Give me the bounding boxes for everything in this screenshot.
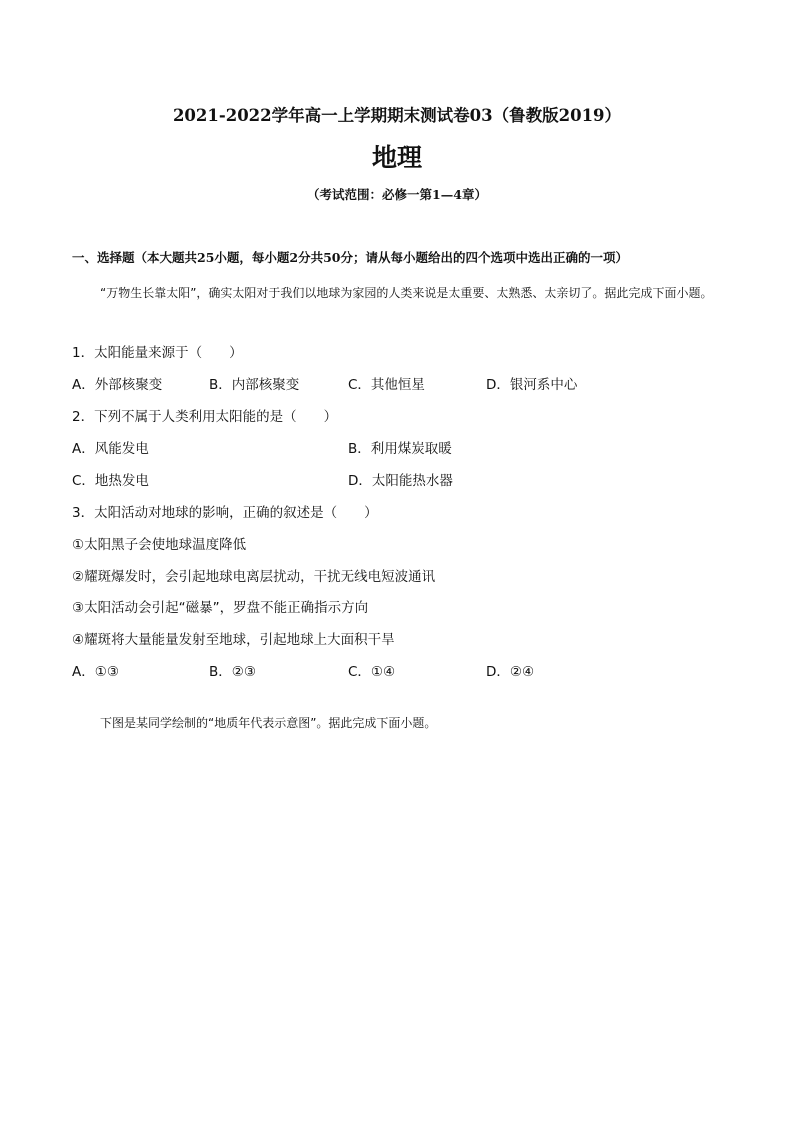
subject-title: 地理 — [371, 143, 422, 172]
question-2-option-d: D．太阳能热水器 — [348, 473, 453, 489]
exam-scope: （考试范围：必修一第1—4章） — [307, 187, 487, 202]
question-3-statement-3: ③太阳活动会引起“磁暴”，罗盘不能正确指示方向 — [72, 600, 369, 616]
question-3-option-b: B．②③ — [209, 664, 256, 680]
question-2-option-c: C．地热发电 — [72, 473, 149, 489]
question-3-statement-2: ②耀斑爆发时，会引起地球电离层扰动，干扰无线电短波通讯 — [72, 569, 436, 585]
question-3-stem: 3．太阳活动对地球的影响，正确的叙述是（ ） — [72, 505, 378, 521]
question-2-stem: 2．下列不属于人类利用太阳能的是（ ） — [72, 409, 338, 425]
question-1-option-a: A．外部核聚变 — [72, 377, 163, 393]
exam-title: 2021-2022学年高一上学期期末测试卷03（鲁教版2019） — [172, 106, 622, 125]
section-heading: 一、选择题（本大题共25小题，每小题2分共50分；请从每小题给出的四个选项中选出正确的一项） — [72, 250, 628, 265]
question-3-option-d: D．②④ — [486, 664, 535, 680]
question-3-option-a: A．①③ — [72, 664, 119, 680]
question-3-option-c: C．①④ — [348, 664, 396, 680]
question-1-stem: 1．太阳能量来源于（ ） — [72, 345, 243, 361]
question-1-option-b: B．内部核聚变 — [209, 377, 300, 393]
reading-passage-2: 下图是某同学绘制的“地质年代表示意图”。据此完成下面小题。 — [100, 716, 437, 730]
question-2-option-a: A．风能发电 — [72, 441, 149, 457]
question-3-statement-4: ④耀斑将大量能量发射至地球，引起地球上大面积干旱 — [72, 632, 395, 648]
reading-passage: “万物生长靠太阳”，确实太阳对于我们以地球为家园的人类来说是太重要、太熟悉、太亲切了。据此完成下面小题。 — [100, 286, 713, 300]
question-1-option-c: C．其他恒星 — [348, 377, 425, 393]
question-2-option-b: B．利用煤炭取暖 — [348, 441, 452, 457]
question-3-statement-1: ①太阳黑子会使地球温度降低 — [72, 537, 247, 553]
question-1-option-d: D．银河系中心 — [486, 377, 578, 393]
